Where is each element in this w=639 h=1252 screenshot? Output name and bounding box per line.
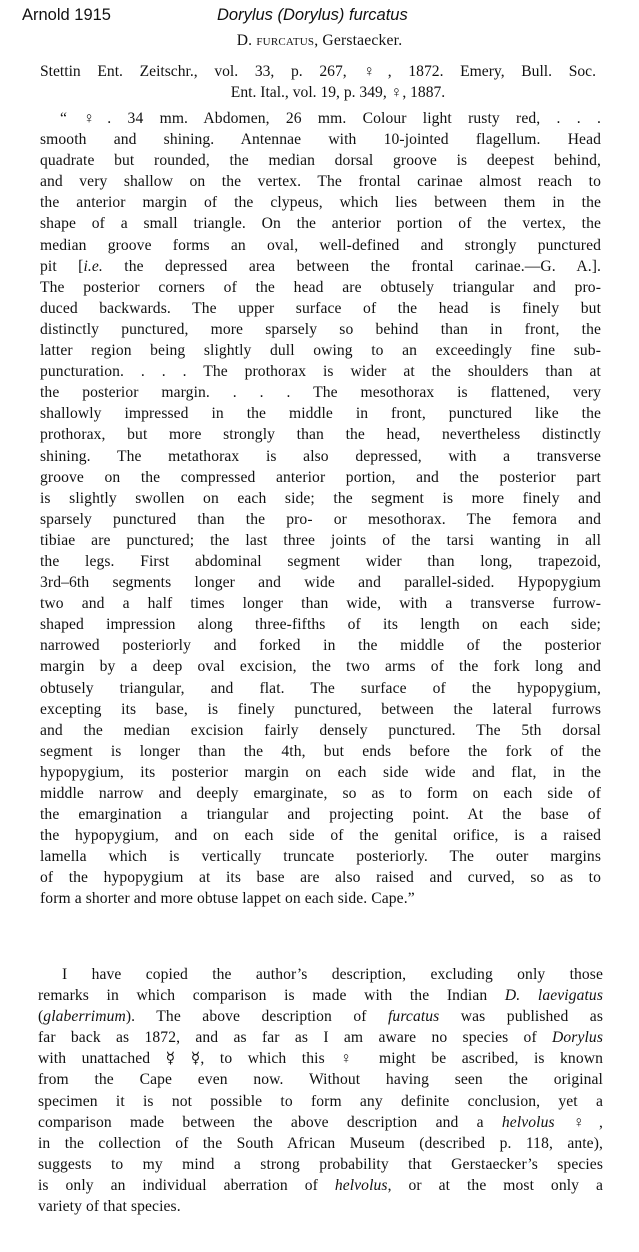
description-line: the emargination a triangular and projecting point. At the base of — [40, 806, 601, 824]
description-line: The posterior corners of the head are obtusely triangular and pro- — [40, 278, 601, 296]
description-line: lamella which is vertically truncate posteriorly. The outer margins — [40, 848, 601, 866]
taxon-authority: , Gerstaecker. — [314, 32, 403, 49]
description-line: is slightly swollen on each side; the segment is more finely and — [40, 489, 601, 507]
reference-line-1: Stettin Ent. Zeitschr., vol. 33, p. 267, ♀, 1872. Emery, Bull. Soc. — [40, 63, 596, 80]
commentary-line: variety of that species. — [38, 1198, 181, 1216]
description-line: median groove forms an oval, well-defined and strongly punctured — [40, 236, 601, 254]
description-line: margin by a deep oval excision, the two arms of the fork long and — [40, 658, 601, 676]
description-line: obtusely triangular, and flat. The surface of the hypopygium, — [40, 679, 601, 697]
description-line: middle narrow and deeply emarginate, so as to form on each side of — [40, 785, 601, 802]
author-commentary — [38, 964, 603, 1217]
commentary-line: from the Cape even now. Without having seen the original — [38, 1071, 603, 1089]
description-line: narrowed posteriorly and forked in the middle of the posterior — [40, 637, 601, 655]
description-line: 3rd–6th segments longer and wide and parallel-sided. Hypopygium — [40, 574, 601, 592]
description-line: groove on the compressed anterior portion, and the posterior part — [40, 468, 601, 486]
description-line: smooth and shining. Antennae with 10-jointed flagellum. Head — [40, 131, 601, 149]
commentary-line: remarks in which comparison is made with the Indian D. laevigatus — [38, 987, 603, 1005]
taxon-prefix: D. — [236, 32, 257, 49]
description-line: shallowly impressed in the middle in front, punctured like the — [40, 405, 601, 423]
commentary-line: comparison made between the above description and a helvolus ♀, — [38, 1113, 603, 1131]
commentary-line: is only an individual aberration of helvolus, or at the most only a — [38, 1176, 603, 1194]
description-line: form a shorter and more obtuse lappet on each side. Cape.” — [40, 890, 415, 908]
description-line: quadrate but rounded, the median dorsal groove is deepest behind, — [40, 152, 601, 170]
taxon-name: furcatus — [256, 32, 315, 49]
taxon-title — [0, 32, 639, 50]
description-line: prothorax, but more strongly than the head, nevertheless distinctly — [40, 426, 601, 444]
description-line: the anterior margin of the clypeus, which lies between them in the — [40, 194, 601, 212]
commentary-line: in the collection of the South African Museum (described p. 118, ante), — [38, 1134, 603, 1152]
description-line: hypopygium, its posterior margin on each side wide and flat, in the — [40, 763, 601, 781]
description-line: puncturation. . . . The prothorax is wider at the shoulders than at — [40, 363, 601, 381]
description-line: shaped impression along three-fifths of its length on each side; — [40, 616, 601, 634]
commentary-line: I have copied the author’s description, excluding only those — [62, 966, 603, 983]
quoted-description — [40, 108, 601, 910]
description-line: and very shallow on the vertex. The frontal carinae almost reach to — [40, 173, 601, 191]
description-line: the posterior margin. . . . The mesothorax is flattened, very — [40, 384, 601, 402]
description-line: excepting its base, is finely punctured, between the lateral furrows — [40, 700, 601, 718]
description-line: latter region being slightly dull owing to an exceedingly fine sub- — [40, 342, 601, 360]
commentary-line: with unattached ☿ ☿, to which this ♀ might be ascribed, is known — [38, 1050, 603, 1068]
description-line: of the hypopygium at its base are also raised and curved, so as to — [40, 869, 601, 887]
reference-line-2: Ent. Ital., vol. 19, p. 349, ♀, 1887. — [230, 84, 446, 101]
description-line: sparsely punctured than the pro- or mesothorax. The femora and — [40, 510, 601, 528]
description-line: segment is longer than the 4th, but ends before the fork of the — [40, 742, 601, 760]
description-line: “ ♀. 34 mm. Abdomen, 26 mm. Colour light rusty red, . . . — [60, 110, 601, 127]
commentary-line: far back as 1872, and as far as I am aware no species of Dorylus — [38, 1029, 603, 1047]
description-line: and the median excision fairly densely punctured. The 5th dorsal — [40, 721, 601, 739]
description-line: duced backwards. The upper surface of the head is finely but — [40, 299, 601, 317]
description-line: two and a half times longer than wide, with a transverse furrow- — [40, 595, 601, 613]
author-year: Arnold 1915 — [22, 6, 111, 24]
description-line: the legs. First abdominal segment wider than long, trapezoid, — [40, 552, 601, 570]
description-line: the hypopygium, and on each side of the genital orifice, is a raised — [40, 827, 601, 845]
commentary-line: specimen it is not possible to form any definite conclusion, yet a — [38, 1092, 603, 1110]
commentary-line: (glaberrimum). The above description of furcatus was published as — [38, 1008, 603, 1026]
species-heading: Dorylus (Dorylus) furcatus — [217, 6, 408, 24]
description-line: distinctly punctured, more sparsely so behind than in front, the — [40, 320, 601, 338]
description-line: shape of a small triangle. On the anterior portion of the vertex, the — [40, 215, 601, 233]
running-header — [22, 6, 629, 30]
description-line: shining. The metathorax is also depressed, with a transverse — [40, 447, 601, 465]
bibliographic-reference — [40, 61, 596, 103]
description-line: pit [i.e. the depressed area between the frontal carinae.—G. A.]. — [40, 257, 601, 275]
commentary-line: suggests to my mind a strong probability that Gerstaecker’s species — [38, 1155, 603, 1173]
description-line: tibiae are punctured; the last three joints of the tarsi wanting in all — [40, 531, 601, 549]
